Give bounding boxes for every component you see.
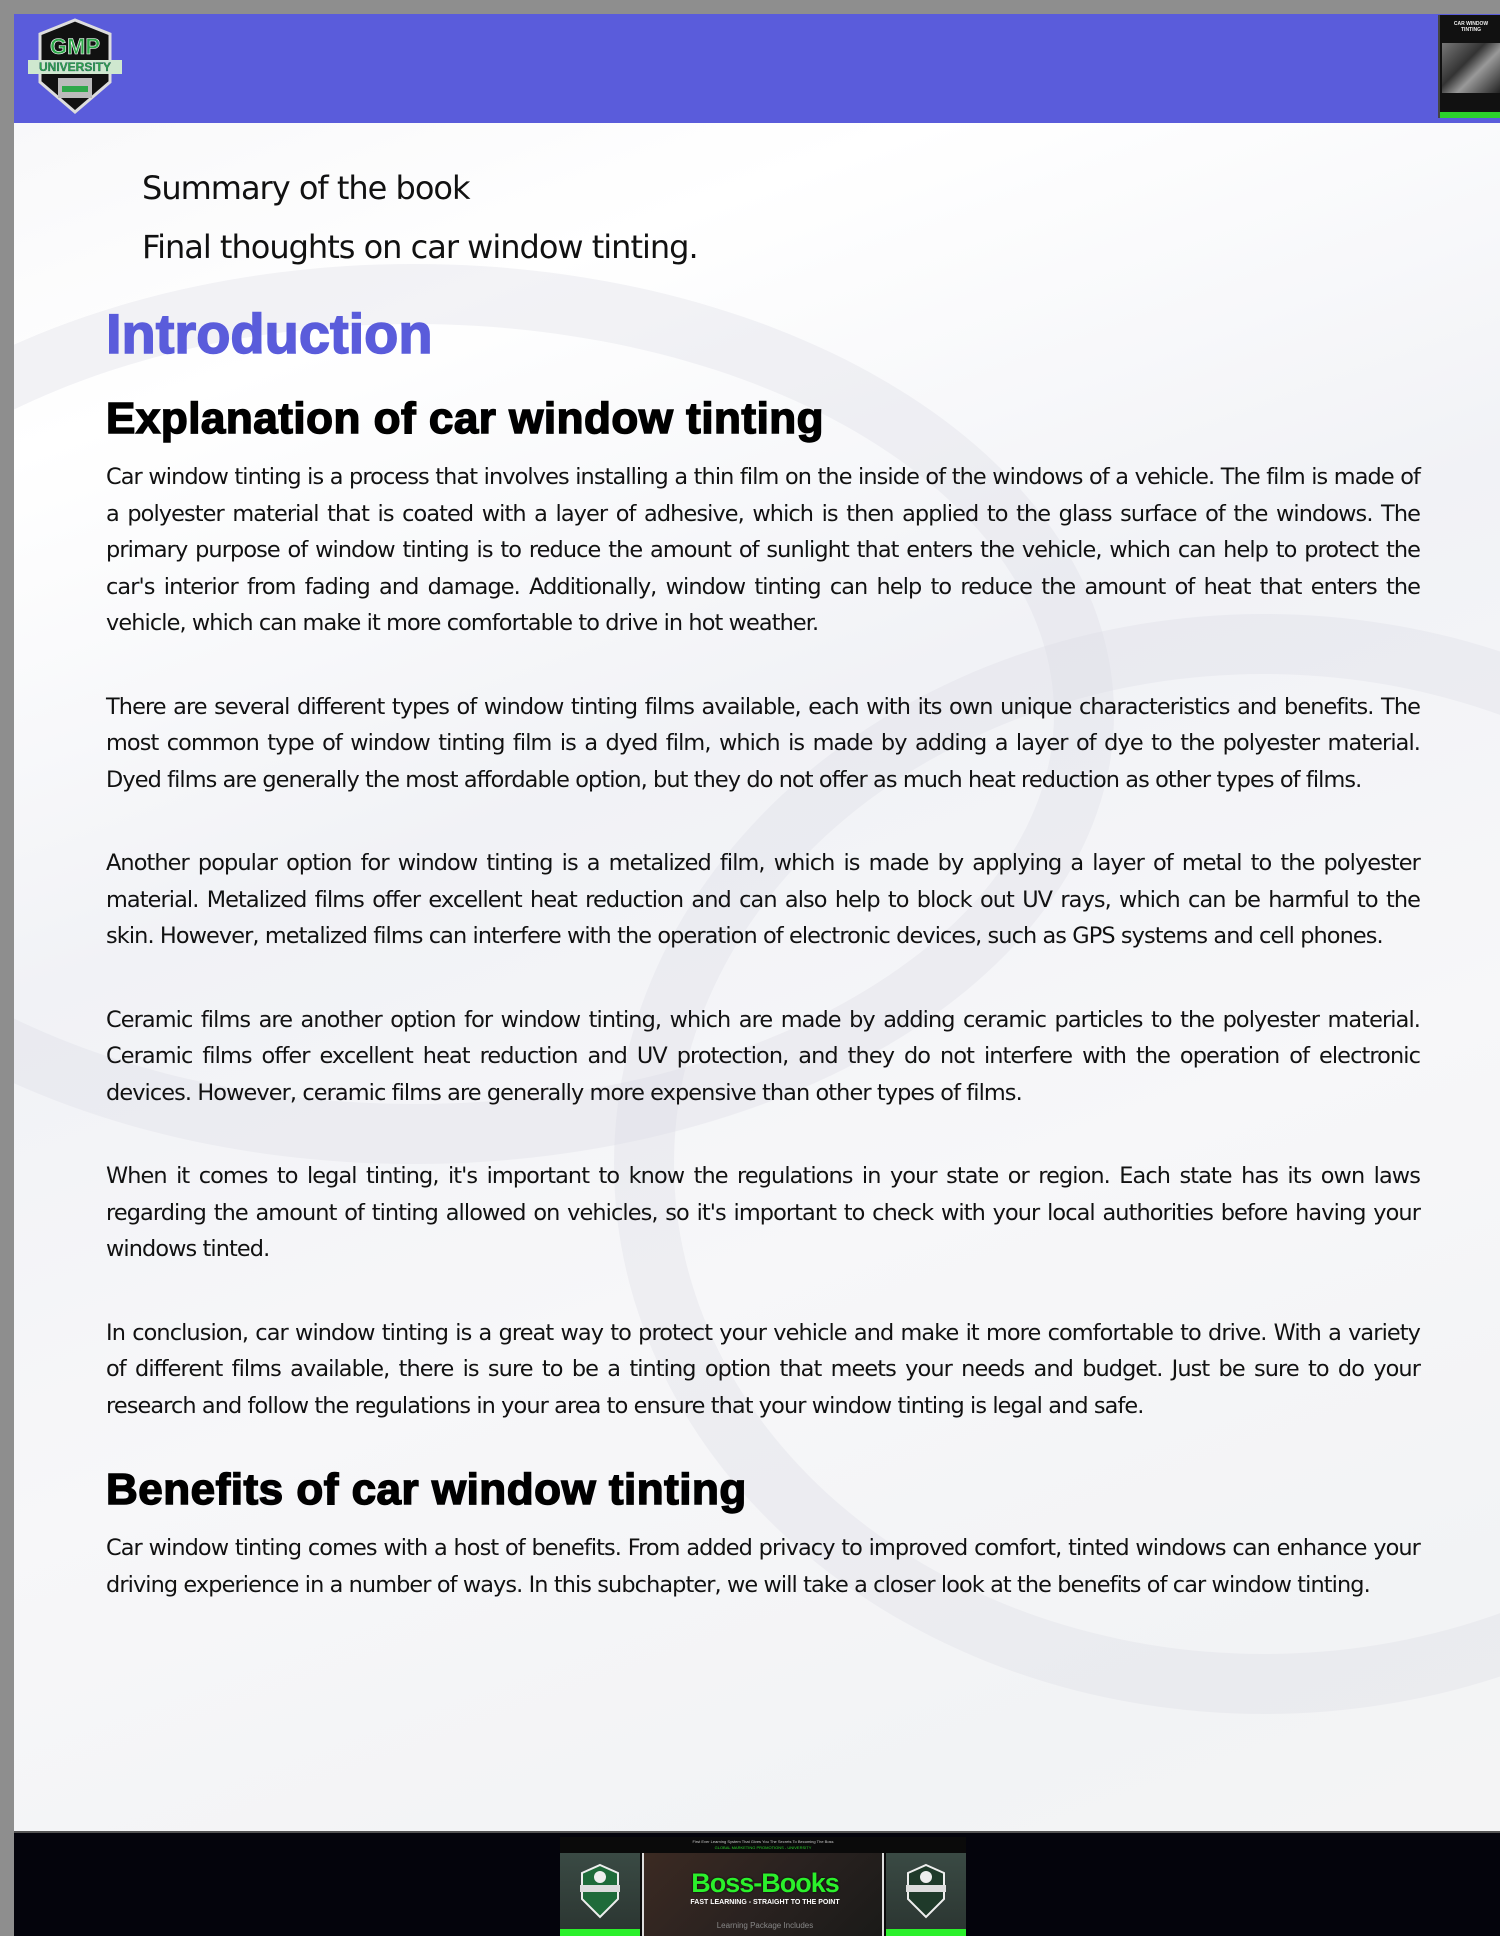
- paragraph: Ceramic films are another option for window tinting, which are made by adding ceramic particles to the polyester material. Ceramic films offer excellent heat reduction and UV protection, and they do not interfere with the operation of electronic devices. However, ceramic films are generally more expensive than other types of films.: [106, 1006, 1420, 1106]
- banner-brand: Boss-Books: [691, 1868, 839, 1898]
- toc-item: Final thoughts on car window tinting.: [142, 228, 698, 266]
- paragraph: Another popular option for window tinting is a metalized film, which is made by applying a layer of metal to the polyester material. Metalized films offer excellent heat reduction and can also help to block out UV rays, which can be harmful to the skin. However, metalized films can interfere with the operation of electronic devices, such as GPS systems and cell phones.: [106, 850, 1420, 949]
- cover-title: CAR WINDOW TINTING: [1453, 21, 1489, 33]
- cover-image: [1442, 43, 1500, 93]
- section-title-benefits: Benefits of car window tinting: [106, 1465, 747, 1514]
- gmp-shield-icon: [904, 1863, 948, 1919]
- page-header: [14, 14, 1500, 123]
- gmp-shield-icon: [578, 1863, 622, 1919]
- boss-books-banner[interactable]: [560, 1837, 966, 1936]
- banner-learning-text: Learning Package Includes: [716, 1921, 814, 1930]
- banner-subtitle: FAST LEARNING - STRAIGHT TO THE POINT: [690, 1899, 840, 1906]
- paragraph: Car window tinting comes with a host of benefits. From added privacy to improved comfort, tinted windows can enhance your driving experience in a number of ways. In this subchapter, we will take a closer look at the benefits of car window tinting.: [106, 1535, 1420, 1598]
- banner-link-bar: [886, 1929, 966, 1936]
- banner-right-panel: [886, 1853, 966, 1936]
- banner-link-bar: [560, 1929, 640, 1936]
- logo-word: UNIVERSITY: [38, 60, 112, 74]
- book-cover-thumbnail[interactable]: [1438, 15, 1500, 118]
- paragraph: In conclusion, car window tinting is a great way to protect your vehicle and make it more comfortable to drive. With a variety of different films available, there is sure to be a tinting option that meets your needs and budget. Just be sure to do your research and follow the regulations in your area to ensure that your window tinting is legal and safe.: [106, 1319, 1420, 1419]
- paragraph: When it comes to legal tinting, it's important to know the regulations in your state or region. Each state has its own laws regarding the amount of tinting allowed on vehicles, so it's important to check with your local authorities before having your windows tinted.: [106, 1163, 1420, 1262]
- logo-initials: GMP: [49, 34, 101, 59]
- paragraph: Car window tinting is a process that involves installing a thin film on the inside of the windows of a vehicle. The film is made of a polyester material that is coated with a layer of adhesive, which is then applied to the glass surface of the windows. The primary purpose of window tinting is to reduce the amount of sunlight that enters the vehicle, which can help to protect the car's interior from fading and damage. Additionally, window tinting can help to reduce the amount of heat that enters the vehicle, which can make it more comfortable to drive in hot weather.: [106, 464, 1420, 636]
- cover-strip: [1440, 112, 1500, 118]
- chapter-title: Introduction: [106, 302, 433, 365]
- paragraph: There are several different types of window tinting films available, each with its own unique characteristics and benefits. The most common type of window tinting film is a dyed film, which is made by adding a layer of dye to the polyester material. Dyed films are generally the most affordable option, but they do not offer as much heat reduction as other types of films.: [106, 693, 1420, 793]
- section-title-explanation: Explanation of car window tinting: [106, 394, 825, 443]
- banner-left-panel: [560, 1853, 640, 1936]
- page-footer: [14, 1831, 1500, 1936]
- banner-center-panel: [642, 1853, 884, 1936]
- toc-item: Summary of the book: [142, 169, 470, 207]
- gmp-university-logo: [22, 16, 128, 116]
- banner-tagline: First Ever Learning System That Gives You The Secrets To Becoming The Boss: [692, 1839, 834, 1844]
- document-content: [106, 159, 1420, 1603]
- document-page: [14, 14, 1500, 1936]
- banner-tagline-2: GLOBAL MARKETING PROMOTIONS - UNIVERSITY: [714, 1845, 812, 1850]
